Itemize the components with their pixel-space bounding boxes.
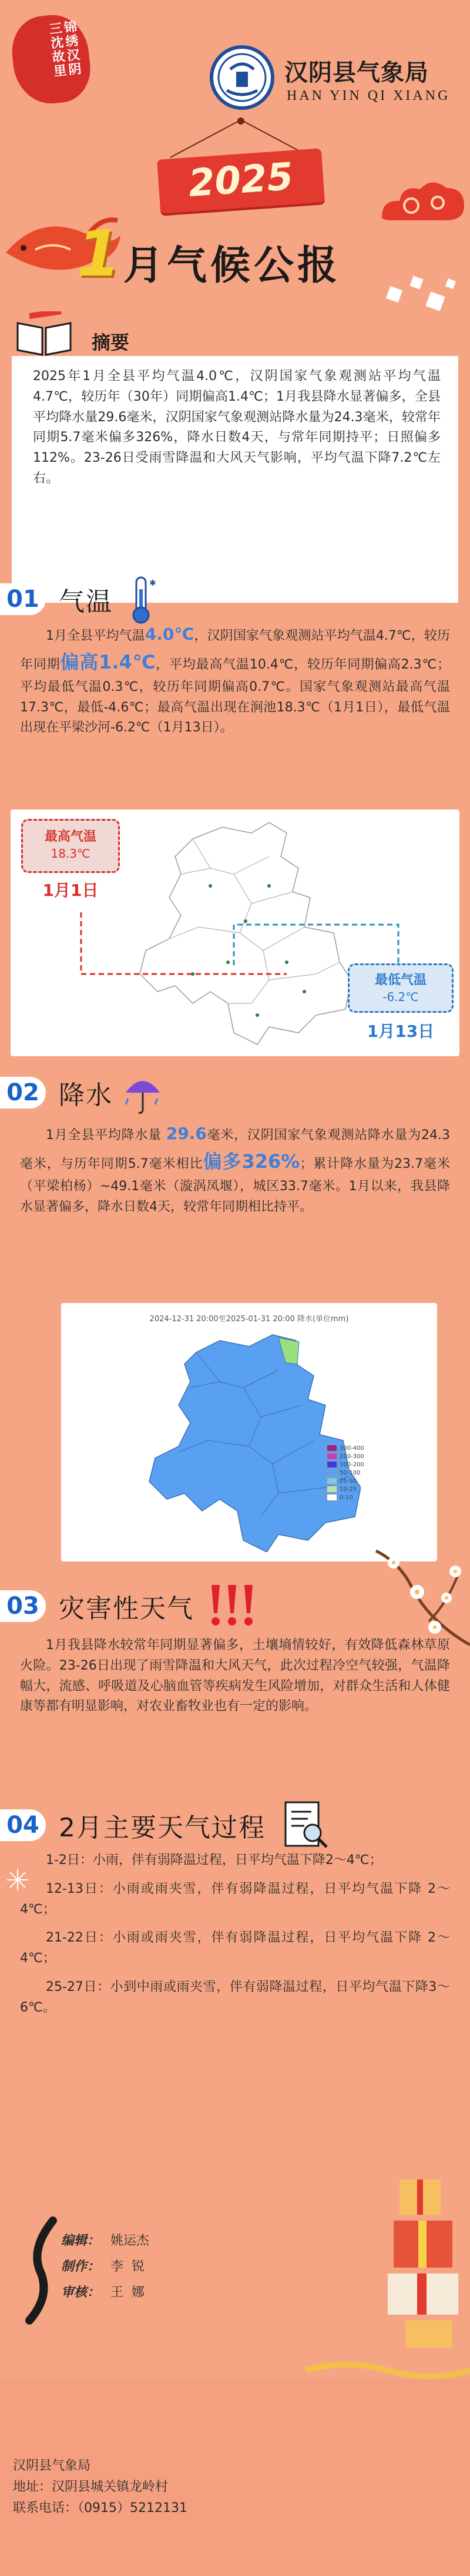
- section-temperature-header: [0, 573, 159, 626]
- precip-highlight-mean: 29.6: [166, 1124, 207, 1143]
- credit-reviewer: [61, 2278, 149, 2304]
- precipitation-map-card: [61, 1303, 437, 1561]
- temperature-text: [20, 622, 450, 738]
- max-temp-label: 最高气温: [44, 829, 96, 844]
- min-temp-date: 1月13日: [367, 1022, 435, 1041]
- year-text: 2025: [187, 155, 295, 206]
- precip-legend: [327, 1444, 391, 1502]
- blossom-branch-decoration: [358, 1539, 470, 1651]
- legend-item: [327, 1452, 391, 1460]
- svg-text:✱: ✱: [149, 579, 156, 588]
- forecast-item: 12-13日：小雨或雨夹雪，伴有弱降温过程，日平均气温下降 2～4℃；: [20, 1881, 450, 1917]
- legend-item: [327, 1485, 391, 1493]
- max-temp-date: 1月1日: [42, 881, 99, 900]
- seal-stamp: [9, 12, 94, 108]
- section-title: 灾害性天气: [59, 1594, 194, 1624]
- credit-name: 李 锐: [110, 2259, 145, 2274]
- legend-swatch: [327, 1486, 337, 1493]
- footer-phone: 联系电话：（0915）5212131: [13, 2501, 187, 2515]
- credit-name: 王 娜: [110, 2285, 145, 2300]
- section-title: 2月主要天气过程: [59, 1813, 266, 1843]
- header: [0, 0, 470, 305]
- legend-item: [327, 1444, 391, 1452]
- section-number: 02: [0, 1077, 46, 1109]
- legend-swatch: [327, 1494, 337, 1501]
- min-temp-value: -6.2℃: [382, 990, 419, 1004]
- legend-item: [327, 1469, 391, 1477]
- gold-ribbon-decoration: [306, 2359, 470, 2382]
- credits: [61, 2226, 149, 2304]
- title-month-number: 1: [76, 217, 121, 291]
- forecast-item: 21-22日：小雨或雨夹雪，伴有弱降温过程，日平均气温下降 2～4℃；: [20, 1930, 450, 1966]
- precipitation-text: [20, 1121, 450, 1217]
- seal-text: 锦绣汉阴 三沈故里: [46, 19, 82, 79]
- disaster-text: 1月我县降水较常年同期显著偏多，土壤墒情较好，有效降低森林草原火险。23-26日出现了雨雪降温和大风天气，此次过程冷空气较强，气温降幅大，流感、呼吸道及心脑血管等疾病发生风险增加，对群众生活和人体健康等都有明显影响，对农业畜牧业也有一定的影响。: [20, 1638, 450, 1714]
- credit-label: 编辑：: [61, 2233, 100, 2248]
- section-title: 气温: [59, 587, 113, 617]
- precip-text-2: 毫米，汉阴国家气象观测站降水量为24.3毫米，与历年同期5.7毫米相比: [20, 1128, 450, 1172]
- sparkle-squares-decoration: [376, 270, 464, 317]
- abstract-label: 摘要: [92, 331, 130, 354]
- legend-label: 300-400: [340, 1445, 364, 1452]
- legend-item: [327, 1477, 391, 1485]
- credit-name: 姚运杰: [110, 2233, 150, 2248]
- legend-swatch: [327, 1477, 337, 1485]
- credit-producer: [61, 2252, 149, 2278]
- abstract-card: [12, 356, 458, 603]
- legend-label: 200-300: [340, 1453, 364, 1460]
- section-number: 04: [0, 1809, 46, 1841]
- legend-swatch: [327, 1453, 337, 1460]
- footer-address: 地址：汉阴县城关镇龙岭村: [13, 2480, 169, 2494]
- precip-map-title: 2024-12-31 20:00至2025-01-31 20:00 降水(单位mm): [149, 1315, 349, 1324]
- precip-text-1: 1月全县平均降水量: [46, 1128, 166, 1143]
- credit-label: 制作：: [61, 2259, 100, 2274]
- auspicious-cloud-icon: [376, 164, 470, 235]
- temp-text-1: 1月全县平均气温: [46, 629, 145, 643]
- page-title: 月气候公报: [123, 243, 341, 289]
- min-temp-header: [348, 963, 454, 1013]
- legend-swatch: [327, 1469, 337, 1476]
- section-title: 降水: [59, 1080, 113, 1110]
- legend-label: 100-200: [340, 1461, 364, 1468]
- credit-editor: [61, 2226, 149, 2252]
- max-temp-header: [21, 819, 120, 873]
- section-precipitation-header: [0, 1069, 163, 1116]
- document-search-icon: [278, 1799, 331, 1852]
- legend-label: 10-25: [340, 1486, 357, 1493]
- section-number: 01: [0, 583, 46, 615]
- legend-label: 50-100: [340, 1469, 361, 1476]
- max-temp-value: 18.3℃: [51, 847, 90, 861]
- gift-boxes-decoration: [376, 2174, 470, 2350]
- min-temp-label: 最低气温: [374, 973, 427, 988]
- legend-item: [327, 1460, 391, 1469]
- footer: [0, 2379, 470, 2576]
- legend-swatch: [327, 1461, 337, 1468]
- abstract-text: 2025年1月全县平均气温4.0℃，汉阴国家气象观测站平均气温4.7℃，较历年（30年）同期偏高1.4℃；1月我县降水显著偏多，全县平均降水量29.6毫米，汉阴国家气象观测站降水量为24.3毫米，较常年同期5.7毫米偏多326%，降水日数4天，与常年同期持平；日照偏多112%。23-26日受雨雪降温和大风天气影响，平均气温下降7.2℃左右。: [33, 369, 441, 486]
- forecast-item: 1-2日：小雨，伴有弱降温过程，日平均气温下降2～4℃；: [46, 1853, 382, 1868]
- thermometer-icon: [123, 573, 159, 626]
- forecast-item: 25-27日：小到中雨或雨夹雪，伴有弱降温过程，日平均气温下降3～6℃。: [20, 1979, 450, 2015]
- year-sign: [157, 148, 325, 213]
- legend-label: 25-50: [340, 1477, 357, 1485]
- forecast-list: [20, 1850, 450, 2018]
- credit-label: 审核：: [61, 2285, 100, 2300]
- org-name: 汉阴县气象局: [284, 59, 429, 86]
- temp-highlight-mean: 4.0℃: [145, 624, 194, 644]
- min-temp-callout: [348, 958, 454, 1052]
- temp-text-2: ，汉阴国家气象观测站平均气温4.7℃，较历年同期: [20, 629, 450, 673]
- temp-highlight-anomaly: 偏高1.4℃: [60, 651, 156, 674]
- precip-text-3: ；累计降水量为23.7毫米（平梁柏杨）~49.1毫米（漩涡凤堰），城区33.7毫米。1月以来，我县降水显著偏多，降水日数4天，较常年同期相比持平。: [20, 1157, 450, 1214]
- section-number: 03: [0, 1590, 46, 1622]
- legend-swatch: [327, 1445, 337, 1452]
- legend-label: 0-10: [340, 1494, 353, 1501]
- section-forecast-header: [0, 1799, 331, 1852]
- meteorological-logo-icon: [207, 42, 277, 115]
- precip-highlight-anomaly: 偏多326%: [203, 1150, 300, 1173]
- warning-exclamation-icon: [206, 1583, 258, 1630]
- footer-org: 汉阴县气象局: [13, 2459, 91, 2473]
- temperature-map-card: [11, 810, 459, 1056]
- org-name-pinyin: HAN YIN QI XIANG: [287, 88, 451, 103]
- umbrella-rain-icon: [122, 1069, 163, 1116]
- book-icon: [12, 311, 76, 361]
- legend-item: [327, 1493, 391, 1502]
- precip-map: [102, 1329, 361, 1552]
- max-temp-callout: [21, 813, 120, 913]
- section-disaster-header: [0, 1583, 258, 1630]
- temp-text-3: ，平均最高气温10.4℃，较历年同期偏高2.3℃；平均最低气温0.3℃，较历年同期偏高0.7℃。国家气象观测站最高气温17.3℃，最低-4.6℃；最高气温出现在涧池18.3℃（1月1日），最低气温出现在平梁沙河-6.2℃（1月13日）。: [20, 657, 450, 735]
